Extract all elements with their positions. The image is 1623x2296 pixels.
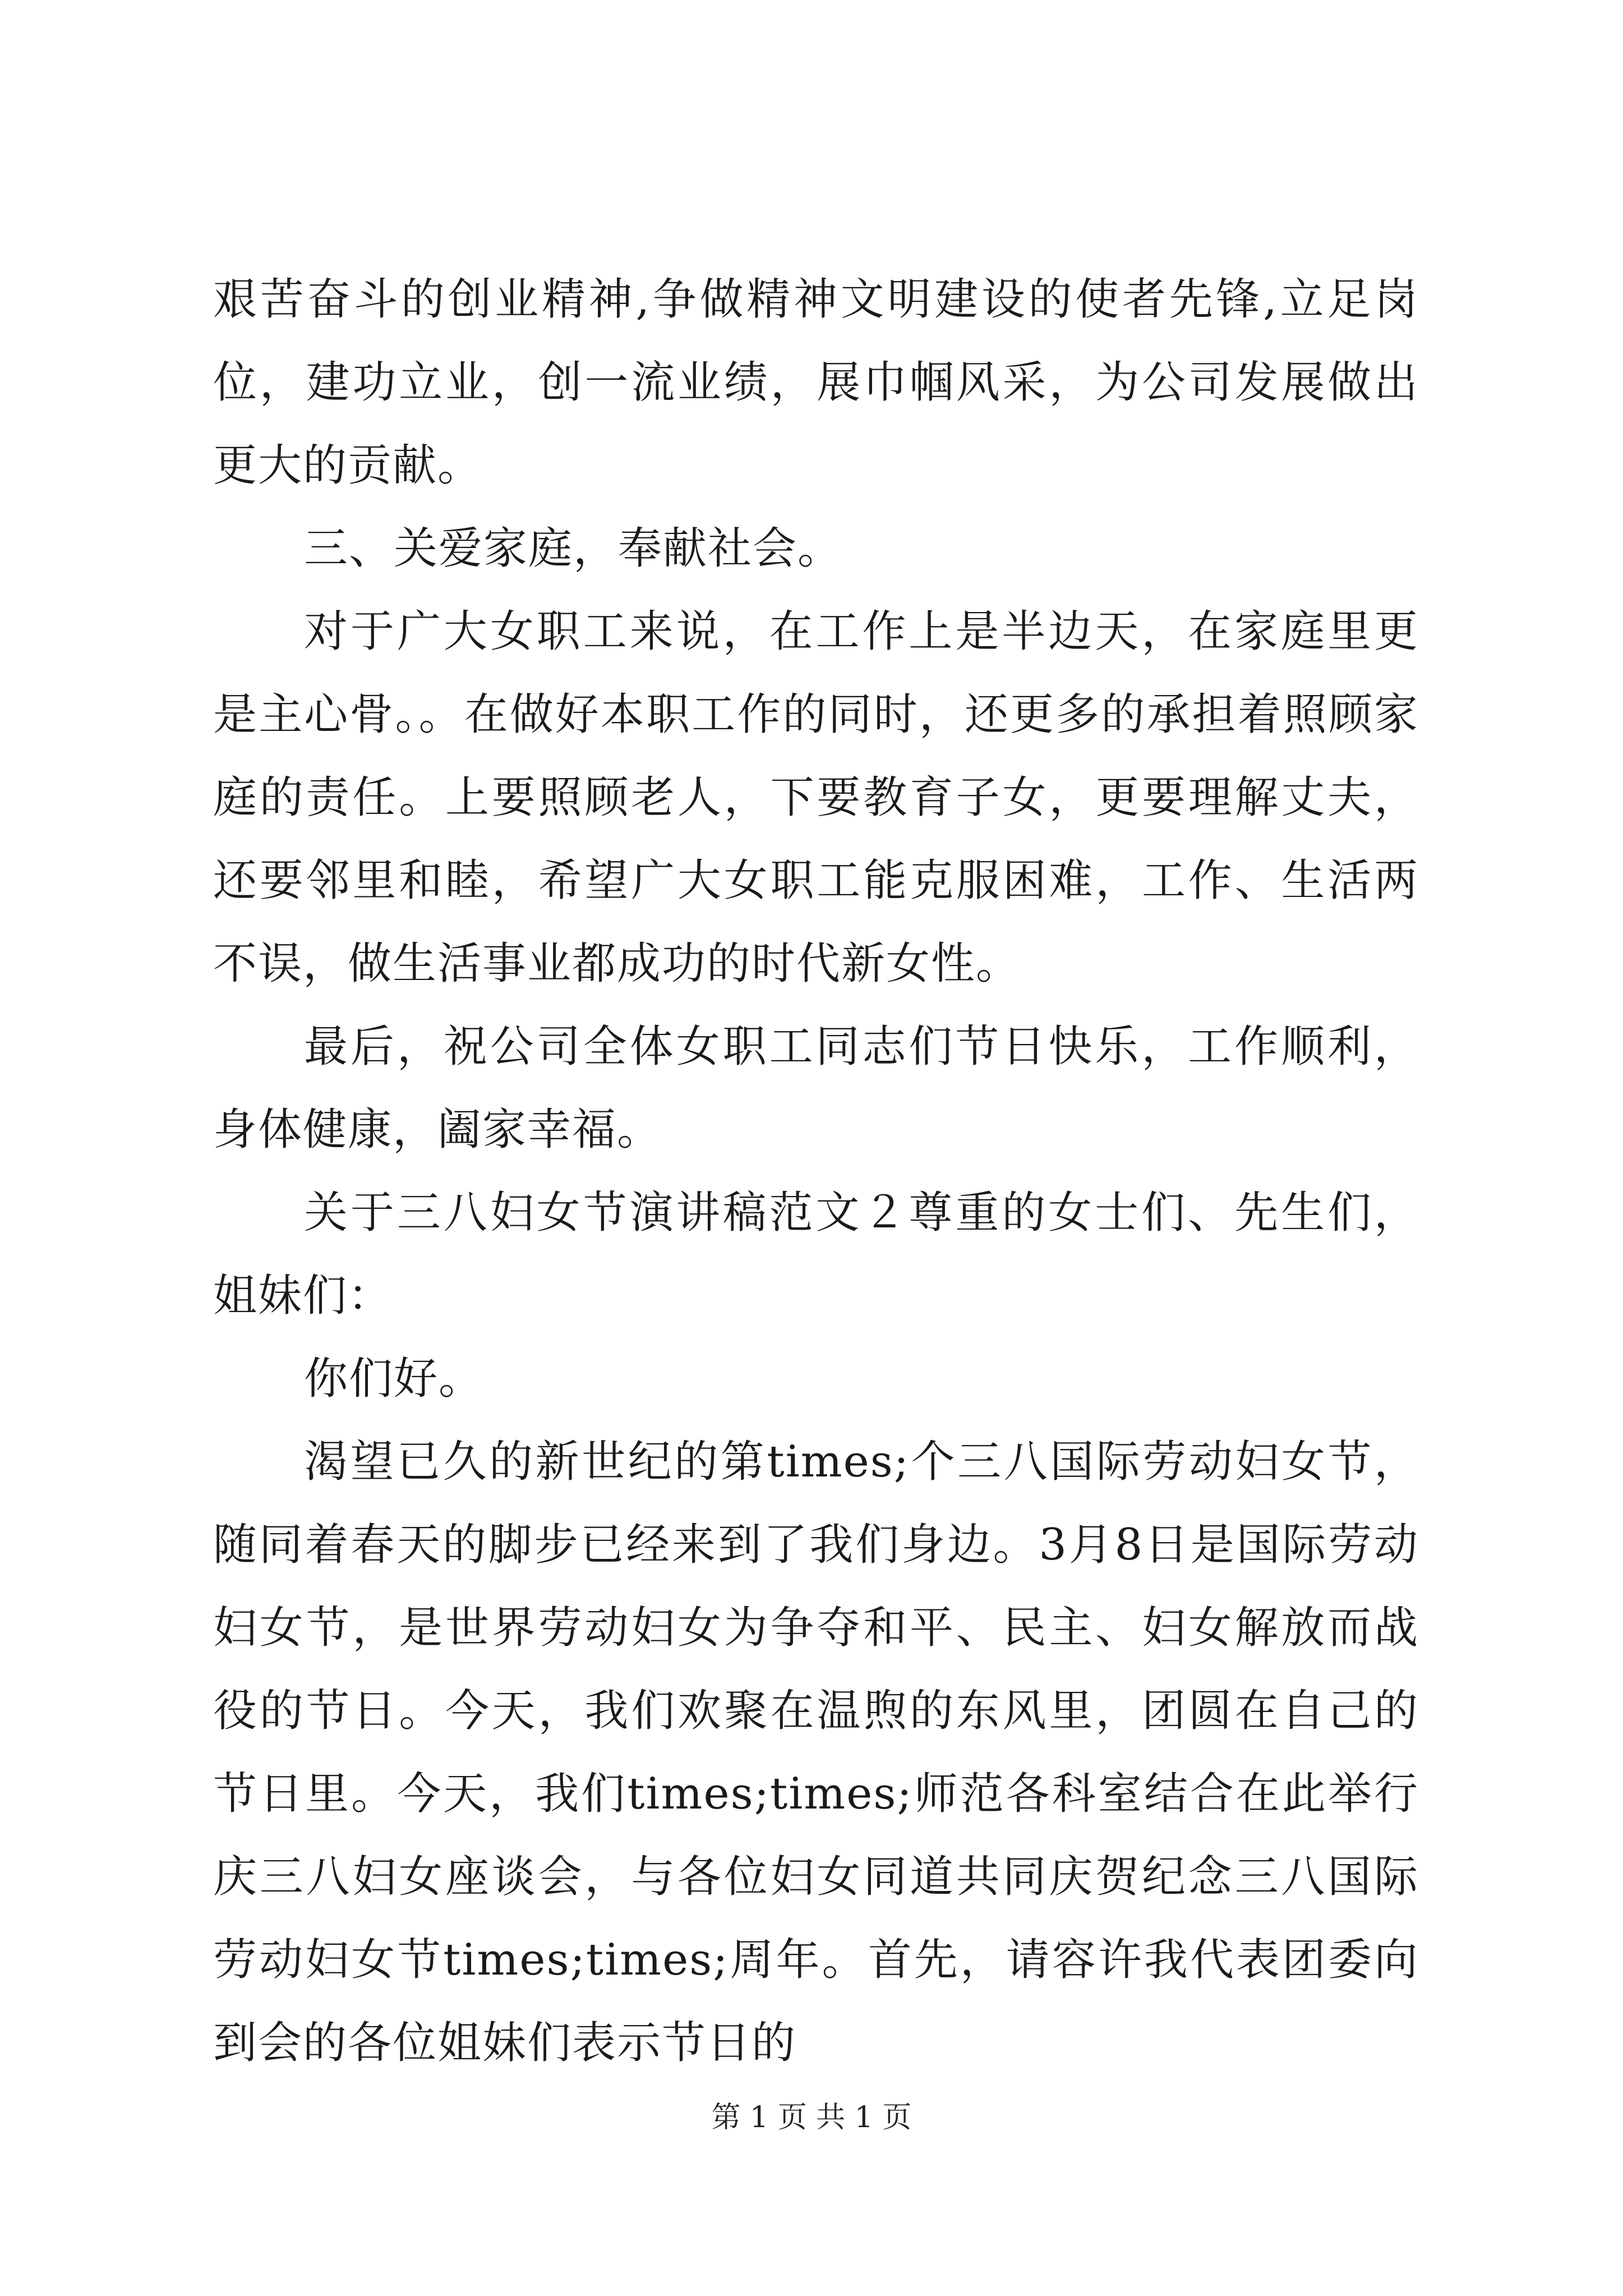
section-heading: 三、关爱家庭，奉献社会。 [304,523,843,574]
paragraph-speech-title: 关于三八妇女节演讲稿范文２尊重的女士们、先生们，姐妹们： [213,1188,1419,1321]
paragraph-closing-wishes: 最后，祝公司全体女职工同志们节日快乐，工作顺利，身体健康，阖家幸福。 [213,1022,1419,1155]
paragraph-family: 对于广大女职工来说，在工作上是半边天，在家庭里更是主心骨。。在做好本职工作的同时，还更多的承担着照顾家庭的责任。上要照顾老人，下要教育子女，更要理解丈夫，还要邻里和睦，希望广大女职工能克服困难，工作、生活两不误，做生活事业都成功的时代新女性。 [213,606,1419,989]
page-footer: 第 1 页 共 1 页 [711,2101,912,2134]
paragraph-continuation: 艰苦奋斗的创业精神,争做精神文明建设的使者先锋,立足岗位，建功立业，创一流业绩，展巾帼风采，为公司发展做出更大的贡献。 [213,274,1419,491]
document-body [213,258,1419,2085]
paragraph-greeting: 你们好。 [304,1354,484,1404]
paragraph-speech-body: 渴望已久的新世纪的第times;个三八国际劳动妇女节，随同着春天的脚步已经来到了我们身边。3月8日是国际劳动妇女节，是世界劳动妇女为争夺和平、民主、妇女解放而战役的节日。今天，我们欢聚在温煦的东风里，团圆在自己的节日里。今天，我们times;times;师范各科室结合在此举行庆三八妇女座谈会，与各位妇女同道共同庆贺纪念三八国际劳动妇女节times;times;周年。首先，请容许我代表团委向到会的各位姐妹们表示节日的 [213,1437,1419,2068]
